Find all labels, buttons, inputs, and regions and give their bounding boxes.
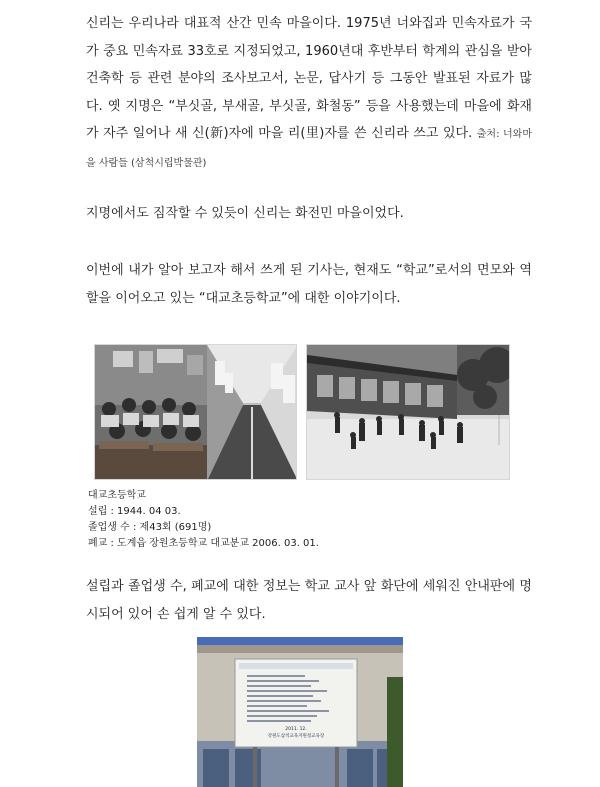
school-name: 대교초등학교	[88, 490, 146, 501]
sign-year: 2011. 12.	[285, 727, 307, 732]
intro-paragraph	[86, 10, 532, 178]
para-article-topic: 이번에 내가 알아 보고자 해서 쓰게 된 기사는, 현재도 “학교”로서의 면모와 역할을 이어오고 있는 “대교초등학교”에 대한 이야기이다.	[86, 263, 532, 306]
para-hwajeon: 지명에서도 짐작할 수 있듯이 신리는 화전민 마을이었다.	[86, 206, 404, 221]
photo-schoolyard	[306, 344, 510, 480]
founded-date: 설립 : 1944. 04 03.	[88, 506, 181, 517]
sign-organization: 강원도삼척교육지원청교육장	[267, 734, 325, 739]
intro-text: 신리는 우리나라 대표적 산간 민속 마을이다. 1975년 너와집과 민속자료가 국가 중요 민속자료 33호로 지정되었고, 1960년대 후반부터 학계의 관심을 받아 건축학 등 관련 분야의 조사보고서, 논문, 답사기 등 그동안 발표된 자료가 많다. 옛 지명은 “부싯골, 부새골, 부싯골, 화철동” 등을 사용했는데 마을에 화재가 자주 일어나 새 신(新)자에 마을 리(里)자를 쓴 신리라 쓰고 있다.	[86, 16, 532, 142]
closure-info: 폐교 : 도계읍 장원초등학교 대교분교 2006. 03. 01.	[88, 538, 319, 549]
para-sign-info: 설립과 졸업생 수, 폐교에 대한 정보는 학교 교사 앞 화단에 세워진 안내판에 명시되어 있어 손 쉽게 알 수 있다.	[86, 579, 532, 622]
info-sign-image	[197, 637, 403, 787]
intro-source: 출처: 너와마을 사람들 (삼척시립박물관)	[86, 129, 532, 169]
classroom-corridor-image	[95, 345, 297, 480]
schoolyard-image	[307, 345, 510, 480]
photo-classroom-corridor	[94, 344, 297, 480]
info-sign-photo	[197, 637, 403, 787]
school-info-caption	[88, 488, 319, 552]
graduate-count: 졸업생 수 : 제43회 (691명)	[88, 522, 212, 533]
